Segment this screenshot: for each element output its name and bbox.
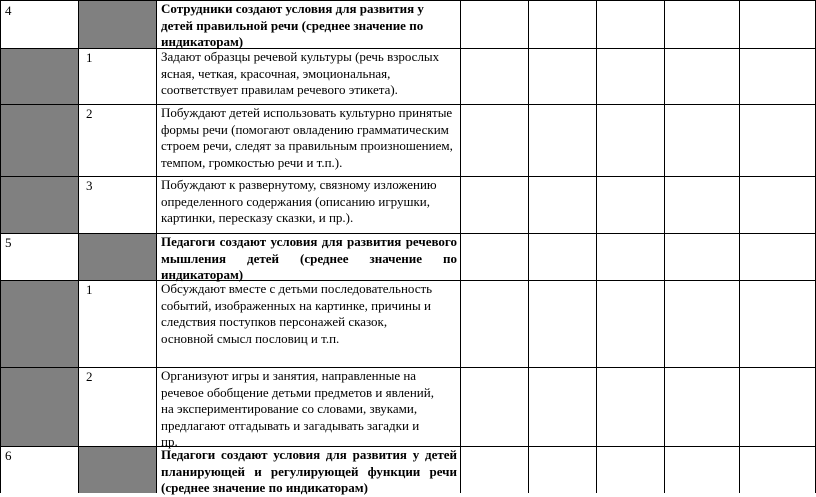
grey-cell-row4b-col1 [0,104,78,176]
grey-cell-row6-col2 [78,446,156,493]
column-divider [596,0,597,493]
item-number: 1 [86,50,93,65]
grey-cell-row5-col2 [78,233,156,280]
grey-cell-row4c-col1 [0,176,78,233]
column-divider [78,0,79,493]
item-number: 1 [86,282,93,297]
section-title: Сотрудники создают условия для развития у детей правильной речи (среднее значение по индикаторам) [161,1,424,49]
grey-cell-row5a-col1 [0,280,78,367]
column-divider [0,0,1,493]
item-text: Побуждают детей использовать культурно принятые формы речи (помогают овладению грамматическим строем речи, следят за правильным произношением, темпом, громкостью речи и т.п.). [161,105,453,170]
item-number: 2 [86,106,93,121]
grey-cell-row4-col2 [78,0,156,48]
column-divider [528,0,529,493]
item-text: Задают образцы речевой культуры (речь взрослых ясная, четкая, красочная, эмоциональная, соответствует правилам речевого этикета). [161,49,440,97]
item-number: 3 [86,178,93,193]
column-divider [156,0,157,493]
column-divider [664,0,665,493]
section-number: 5 [5,235,12,250]
section-title: Педагоги создают условия для развития у детей планирующей и регулирующей функции речи (среднее значение по индикаторам) [161,447,457,495]
item-text: Обсуждают вместе с детьми последовательность событий, изображенных на картинке, причины и следствия поступков персонажей сказок, основной смысл пословиц и т.п. [161,281,433,346]
item-number: 2 [86,369,93,384]
section-number: 6 [5,448,12,463]
item-text: Организуют игры и занятия, направленные на речевое обобщение детьми предметов и явлений, на экспериментирование со словами, звуками, предлагают отгадывать и загадывать загадки и пр. [161,368,434,449]
item-text: Побуждают к развернутому, связному изложению определенного содержания (описанию игрушки, картинки, пересказу сказки, и пр.). [161,177,437,225]
column-divider [739,0,740,493]
column-divider [460,0,461,493]
section-number: 4 [5,3,12,18]
grey-cell-row4a-col1 [0,48,78,104]
grey-cell-row5b-col1 [0,367,78,446]
section-title: Педагоги создают условия для развития речевого мышления детей (среднее значение по индикаторам) [161,234,457,282]
